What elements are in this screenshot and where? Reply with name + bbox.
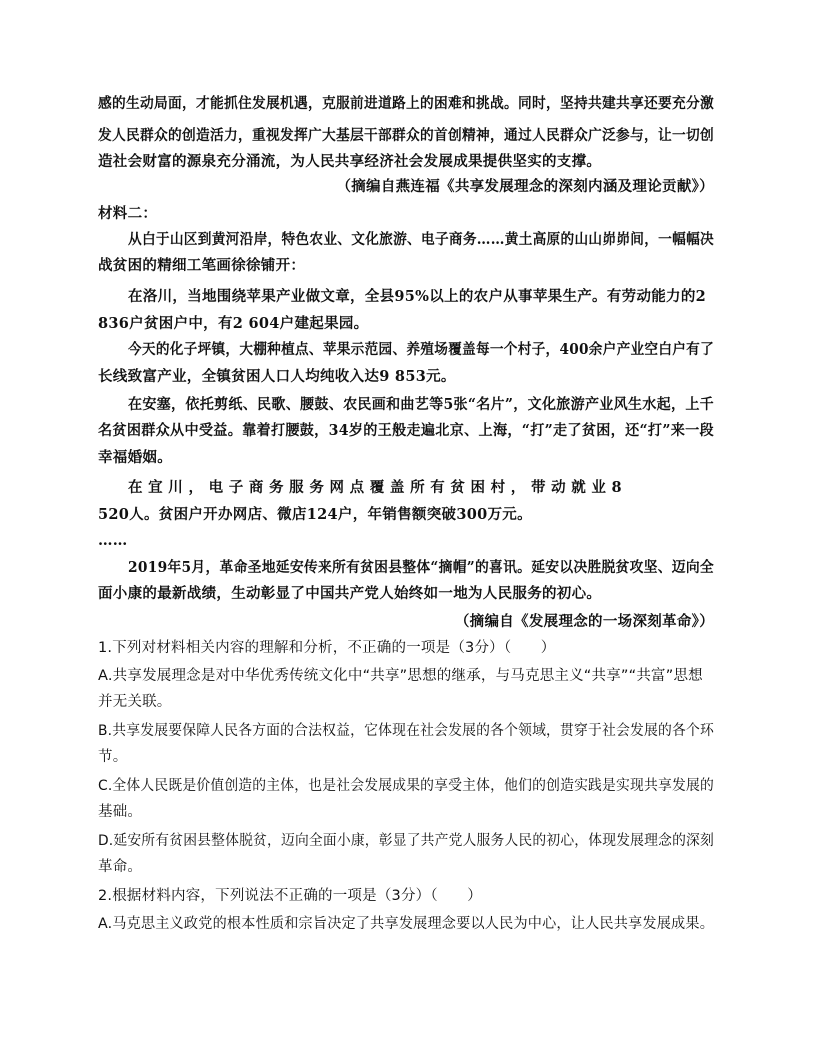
- option-b-cont: 节。: [98, 749, 128, 765]
- paragraph-line: 长线致富产业，全镇贫困人口人均纯收入达9 853元。: [98, 368, 456, 385]
- source-citation: （摘编自燕连福《共享发展理念的深刻内涵及理论贡献》）: [336, 178, 714, 195]
- paragraph-line: 感的生动局面，才能抓住发展机遇，克服前进道路上的困难和挑战。同时，坚持共建共享还要充分激: [98, 95, 714, 112]
- paragraph-line: 战贫困的精细工笔画徐徐铺开：: [98, 257, 306, 274]
- source-citation: （摘编自《发展理念的一场深刻革命》）: [454, 613, 714, 630]
- option-b: B.共享发展要保障人民各方面的合法权益，它体现在社会发展的各个领域，贯穿于社会发展的各个环: [98, 723, 715, 739]
- question-stem: 2.根据材料内容，下列说法不正确的一项是（3分）（ ）: [98, 888, 482, 904]
- paragraph-line: 造社会财富的源泉充分涌流，为人民共享经济社会发展成果提供坚实的支撑。: [98, 153, 602, 170]
- paragraph-line: 520人。贫困户开办网店、微店124户，年销售额突破300万元。: [98, 506, 532, 523]
- paragraph-line: 2019年5月，革命圣地延安传来所有贫困县整体“摘帽”的喜讯。延安以决胜脱贫攻坚、迈向全: [128, 559, 714, 576]
- paragraph-line: 在安塞，依托剪纸、民歌、腰鼓、农民画和曲艺等5张“名片”，文化旅游产业风生水起，上千: [128, 396, 715, 413]
- option-c-cont: 基础。: [98, 804, 143, 820]
- option-a: A.共享发展理念是对中华优秀传统文化中“共享”思想的继承，与马克思主义“共享”“共富”思想: [98, 668, 703, 684]
- paragraph-line: 从白于山区到黄河沿岸，特色农业、文化旅游、电子商务……黄土高原的山山峁峁间，一幅幅决: [128, 231, 714, 248]
- option-c: C.全体人民既是价值创造的主体，也是社会发展成果的享受主体，他们的创造实践是实现共享发展的: [98, 778, 714, 794]
- option-d: D.延安所有贫困县整体脱贫，迈向全面小康，彰显了共产党人服务人民的初心，体现发展理念的深刻: [98, 833, 714, 849]
- option-d-cont: 革命。: [98, 859, 143, 875]
- paragraph-line: 面小康的最新战绩，生动彰显了中国共产党人始终如一地为人民服务的初心。: [98, 585, 602, 602]
- paragraph-line: 今天的化子坪镇，大棚种植点、苹果示范园、养殖场覆盖每一个村子，400余户产业空白户有了: [128, 341, 715, 358]
- paragraph-line: 发人民群众的创造活力，重视发挥广大基层干部群众的首创精神，通过人民群众广泛参与，让一切创: [98, 127, 714, 144]
- paragraph-line: 幸福婚姻。: [98, 449, 172, 466]
- paragraph-line: 836户贫困户中，有2 604户建起果园。: [98, 315, 369, 332]
- ellipsis-line: ……: [98, 532, 128, 549]
- paragraph-line: 在 宜 川 ， 电 子 商 务 服 务 网 点 覆 盖 所 有 贫 困 村 ， 带 动 就 业 8: [128, 479, 622, 496]
- option-a-cont: 并无关联。: [98, 694, 172, 710]
- question-stem: 1.下列对材料相关内容的理解和分析，不正确的一项是（3分）（ ）: [98, 640, 556, 656]
- paragraph-line: 在洛川，当地围绕苹果产业做文章，全县95%以上的农户从事苹果生产。有劳动能力的2: [128, 288, 707, 305]
- paragraph-line: 名贫困群众从中受益。靠着打腰鼓，34岁的王般走遍北京、上海，“打”走了贫困，还“打”来一段: [98, 422, 714, 439]
- section-heading: 材料二：: [98, 205, 158, 222]
- option-a: A.马克思主义政党的根本性质和宗旨决定了共享发展理念要以人民为中心，让人民共享发展成果。: [98, 916, 715, 932]
